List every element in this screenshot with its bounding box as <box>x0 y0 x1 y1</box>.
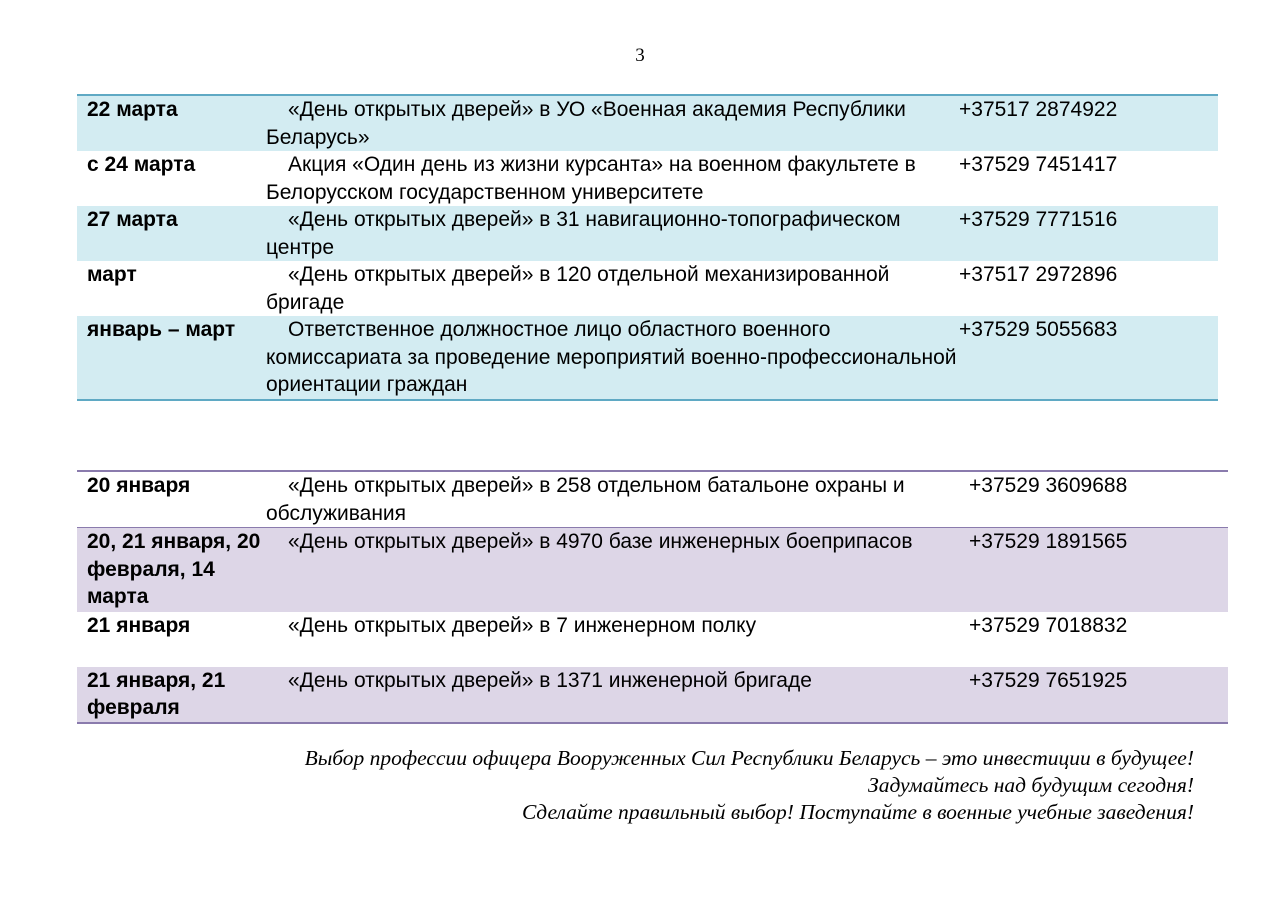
event-date: март <box>87 263 137 286</box>
table-row <box>77 151 1218 206</box>
contact-phone: +37529 1891565 <box>969 528 1228 612</box>
event-date: 21 января, 21 февраля <box>77 667 266 723</box>
table-row <box>77 471 1228 528</box>
page-number: 3 <box>635 45 645 66</box>
table-row <box>77 206 1218 261</box>
event-date: 22 марта <box>77 95 266 151</box>
event-date: 20 января <box>87 474 191 497</box>
event-date: 20, 21 января, 20 февраля, 14 марта <box>77 528 266 612</box>
contact-phone: +37529 3609688 <box>969 474 1128 497</box>
table-row <box>77 667 1228 723</box>
event-description: «День открытых дверей» в 7 инженерном полку <box>288 613 757 637</box>
event-description: «День открытых дверей» в 1371 инженерной бригаде <box>288 668 812 692</box>
slogan-block <box>305 745 1194 826</box>
event-date: с 24 марта <box>87 153 196 176</box>
event-description: «День открытых дверей» в 4970 базе инженерных боеприпасов <box>288 530 913 553</box>
event-description: «День открытых дверей» в 120 отдельной механизированной бригаде <box>266 263 890 314</box>
slogan-line: Выбор профессии офицера Вооруженных Сил Республики Беларусь – это инвестиции в будущее! <box>304 746 1194 770</box>
event-date: 27 марта <box>77 206 266 261</box>
table-row <box>77 612 1228 667</box>
table-row <box>77 261 1218 316</box>
contact-phone: +37529 5055683 <box>959 316 1218 400</box>
contact-phone: +37529 7651925 <box>969 667 1228 723</box>
slogan-line: Задумайтесь над будущим сегодня! <box>868 773 1194 797</box>
slogan-line: Сделайте правильный выбор! Поступайте в военные учебные заведения! <box>521 800 1194 824</box>
events-table-1 <box>77 94 1218 401</box>
contact-phone: +37529 7451417 <box>959 153 1118 176</box>
table-row <box>77 528 1228 612</box>
event-description: Ответственное должностное лицо областного военного комиссариата за проведение мероприятий военно-профессиональной ориентации граждан <box>266 318 957 396</box>
event-description: «День открытых дверей» в УО «Военная академия Республики Беларусь» <box>266 98 906 149</box>
table-row <box>77 95 1218 151</box>
event-date: 21 января <box>87 613 191 637</box>
contact-phone: +37517 2874922 <box>959 95 1218 151</box>
event-description: Акция «Один день из жизни курсанта» на военном факультете в Белорусском государственном университете <box>266 153 916 204</box>
event-description: «День открытых дверей» в 258 отдельном батальоне охраны и обслуживания <box>266 474 905 525</box>
event-date: январь – март <box>77 316 266 400</box>
events-table-2 <box>77 470 1228 724</box>
table-row <box>77 316 1218 400</box>
contact-phone: +37529 7771516 <box>959 206 1218 261</box>
contact-phone: +37517 2972896 <box>959 263 1118 286</box>
contact-phone: +37529 7018832 <box>969 613 1128 637</box>
event-description: «День открытых дверей» в 31 навигационно-топографическом центре <box>266 208 901 259</box>
